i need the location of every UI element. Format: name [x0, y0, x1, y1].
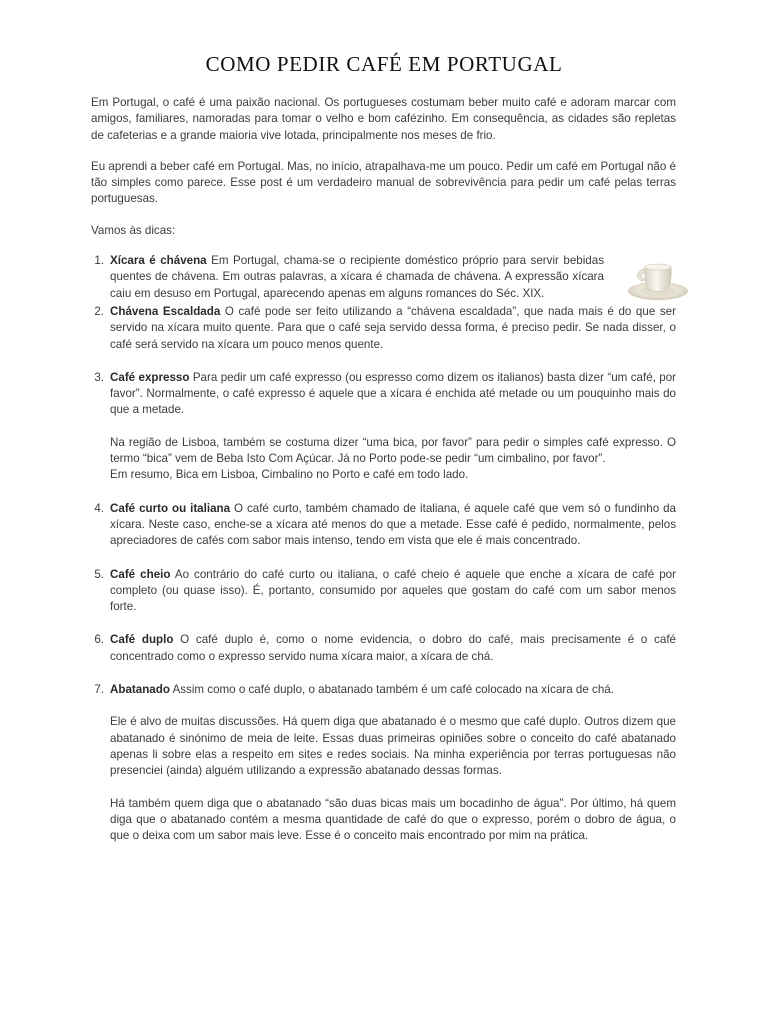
tip-number: 1. [94, 254, 104, 268]
tip-item-5 [91, 567, 676, 616]
tip-summary: Em resumo, Bica em Lisboa, Cimbalino no Porto e café em todo lado. [110, 468, 469, 482]
tip-term: Café duplo [110, 633, 174, 647]
intro-paragraph-1: Em Portugal, o café é uma paixão nacional. Os portugueses costumam beber muito café e adoram marcar com amigos, familiares, namoradas para tomar o velho e bom cafézinho. Em consequência, as cidades são repletas de cafeterias e a grande maioria vive lotada, principalmente nos meses de frio. [91, 96, 676, 142]
page-title: COMO PEDIR CAFÉ EM PORTUGAL [205, 52, 563, 76]
tip-item-6 [91, 632, 676, 665]
tip-item-2 [91, 304, 676, 353]
tip-item-4 [91, 501, 676, 550]
tip-term: Café curto ou italiana [110, 501, 231, 515]
tip-text: Para pedir um café expresso (ou espresso como dizem os italianos) basta dizer “um café, por favor”. Normalmente, o café expresso é aquele que a xícara é enchida até metade ou um pouquinho mais do que a metade. [110, 370, 677, 417]
document-body [91, 95, 676, 844]
tip-text: O café curto, também chamado de italiana, é aquele café que vem só o fundinho da xícara. Neste caso, enche-se a xícara até menos do que a metade. Esse café é pedido, normalmente, pelos apreciadores de cafés com sabor mais intenso, tendo em vista que ele é mais concentrado. [110, 501, 676, 548]
tip-number: 7. [94, 683, 104, 697]
tip-term: Chávena Escaldada [110, 304, 221, 318]
tip-item-7 [91, 682, 676, 844]
intro-paragraph-2: Eu aprendi a beber café em Portugal. Mas, no início, atrapalhava-me um pouco. Pedir um café em Portugal não é tão simples como parece. Esse post é um verdadeiro manual de sobrevivência para pedir um café pelas terras portuguesas. [91, 159, 676, 206]
tip-number: 2. [94, 304, 104, 318]
tip-term: Abatanado [110, 683, 170, 697]
tip-item-1 [91, 253, 676, 302]
coffee-cup-image [624, 247, 692, 311]
tip-number: 5. [94, 567, 104, 581]
tip-item-3 [91, 370, 676, 484]
tip-term: Xícara é chávena [110, 254, 207, 268]
tip-number: 6. [94, 633, 104, 647]
tip-number: 4. [94, 501, 104, 515]
tip-text: Ao contrário do café curto ou italiana, o café cheio é aquele que enche a xícara de café por completo (ou quase isso). É, portanto, consumido por aqueles que gostam do café com um sabor menos forte. [110, 567, 676, 614]
tip-extra-paragraph: Ele é alvo de muitas discussões. Há quem diga que abatanado é o mesmo que café duplo. Outros dizem que abatanado é sinónimo de meia de leite. Essas duas primeiras opiniões sobre o conceito do café abatanado apenas li sobre elas a respeito em sites e redes sociais. Na minha experiência por terras portuguesas não presenciei (ainda) alguém utilizando a expressão abatanado dessas formas. [110, 715, 676, 778]
tip-number: 3. [94, 370, 104, 384]
tip-text: Assim como o café duplo, o abatanado também é um café colocado na xícara de chá. [169, 683, 614, 697]
tips-list [91, 253, 676, 844]
tip-text: O café duplo é, como o nome evidencia, o dobro do café, mais precisamente é o café concentrado como o expresso servido numa xícara maior, a xícara de chá. [110, 633, 676, 663]
tip-extra-paragraph: Na região de Lisboa, também se costuma dizer “uma bica, por favor” para pedir o simples café expresso. O termo “bica” vem de Beba Isto Com Açúcar. Já no Porto pode-se pedir “um cimbalino, por favor”. [110, 435, 676, 466]
tip-text: O café pode ser feito utilizando a “chávena escaldada”, que nada mais é do que ser servido na xícara muito quente. Para que o café seja servido dessa forma, é preciso pedir. Se nada disser, o café será servido na xícara um pouco menos quente. [110, 304, 676, 351]
tip-text: Em Portugal, chama-se o recipiente doméstico próprio para servir bebidas quentes de chávena. Em outras palavras, a xícara é chamada de chávena. A expressão xícara caiu em desuso em Portugal, aparecendo apenas em alguns romances do Séc. XIX. [110, 254, 604, 300]
intro-paragraph-3: Vamos às dicas: [91, 223, 176, 237]
tip-term: Café cheio [110, 567, 171, 581]
tip-term: Café expresso [110, 370, 190, 384]
tip-extra-paragraph-2: Há também quem diga que o abatanado “são duas bicas mais um bocadinho de água”. Por último, há quem diga que o abatanado contém a mesma quantidade de café do que o expresso, porém o dobro de água, o que o deixa com um sabor mais leve. Esse é o conceito mais encontrado por mim na prática. [110, 796, 676, 843]
